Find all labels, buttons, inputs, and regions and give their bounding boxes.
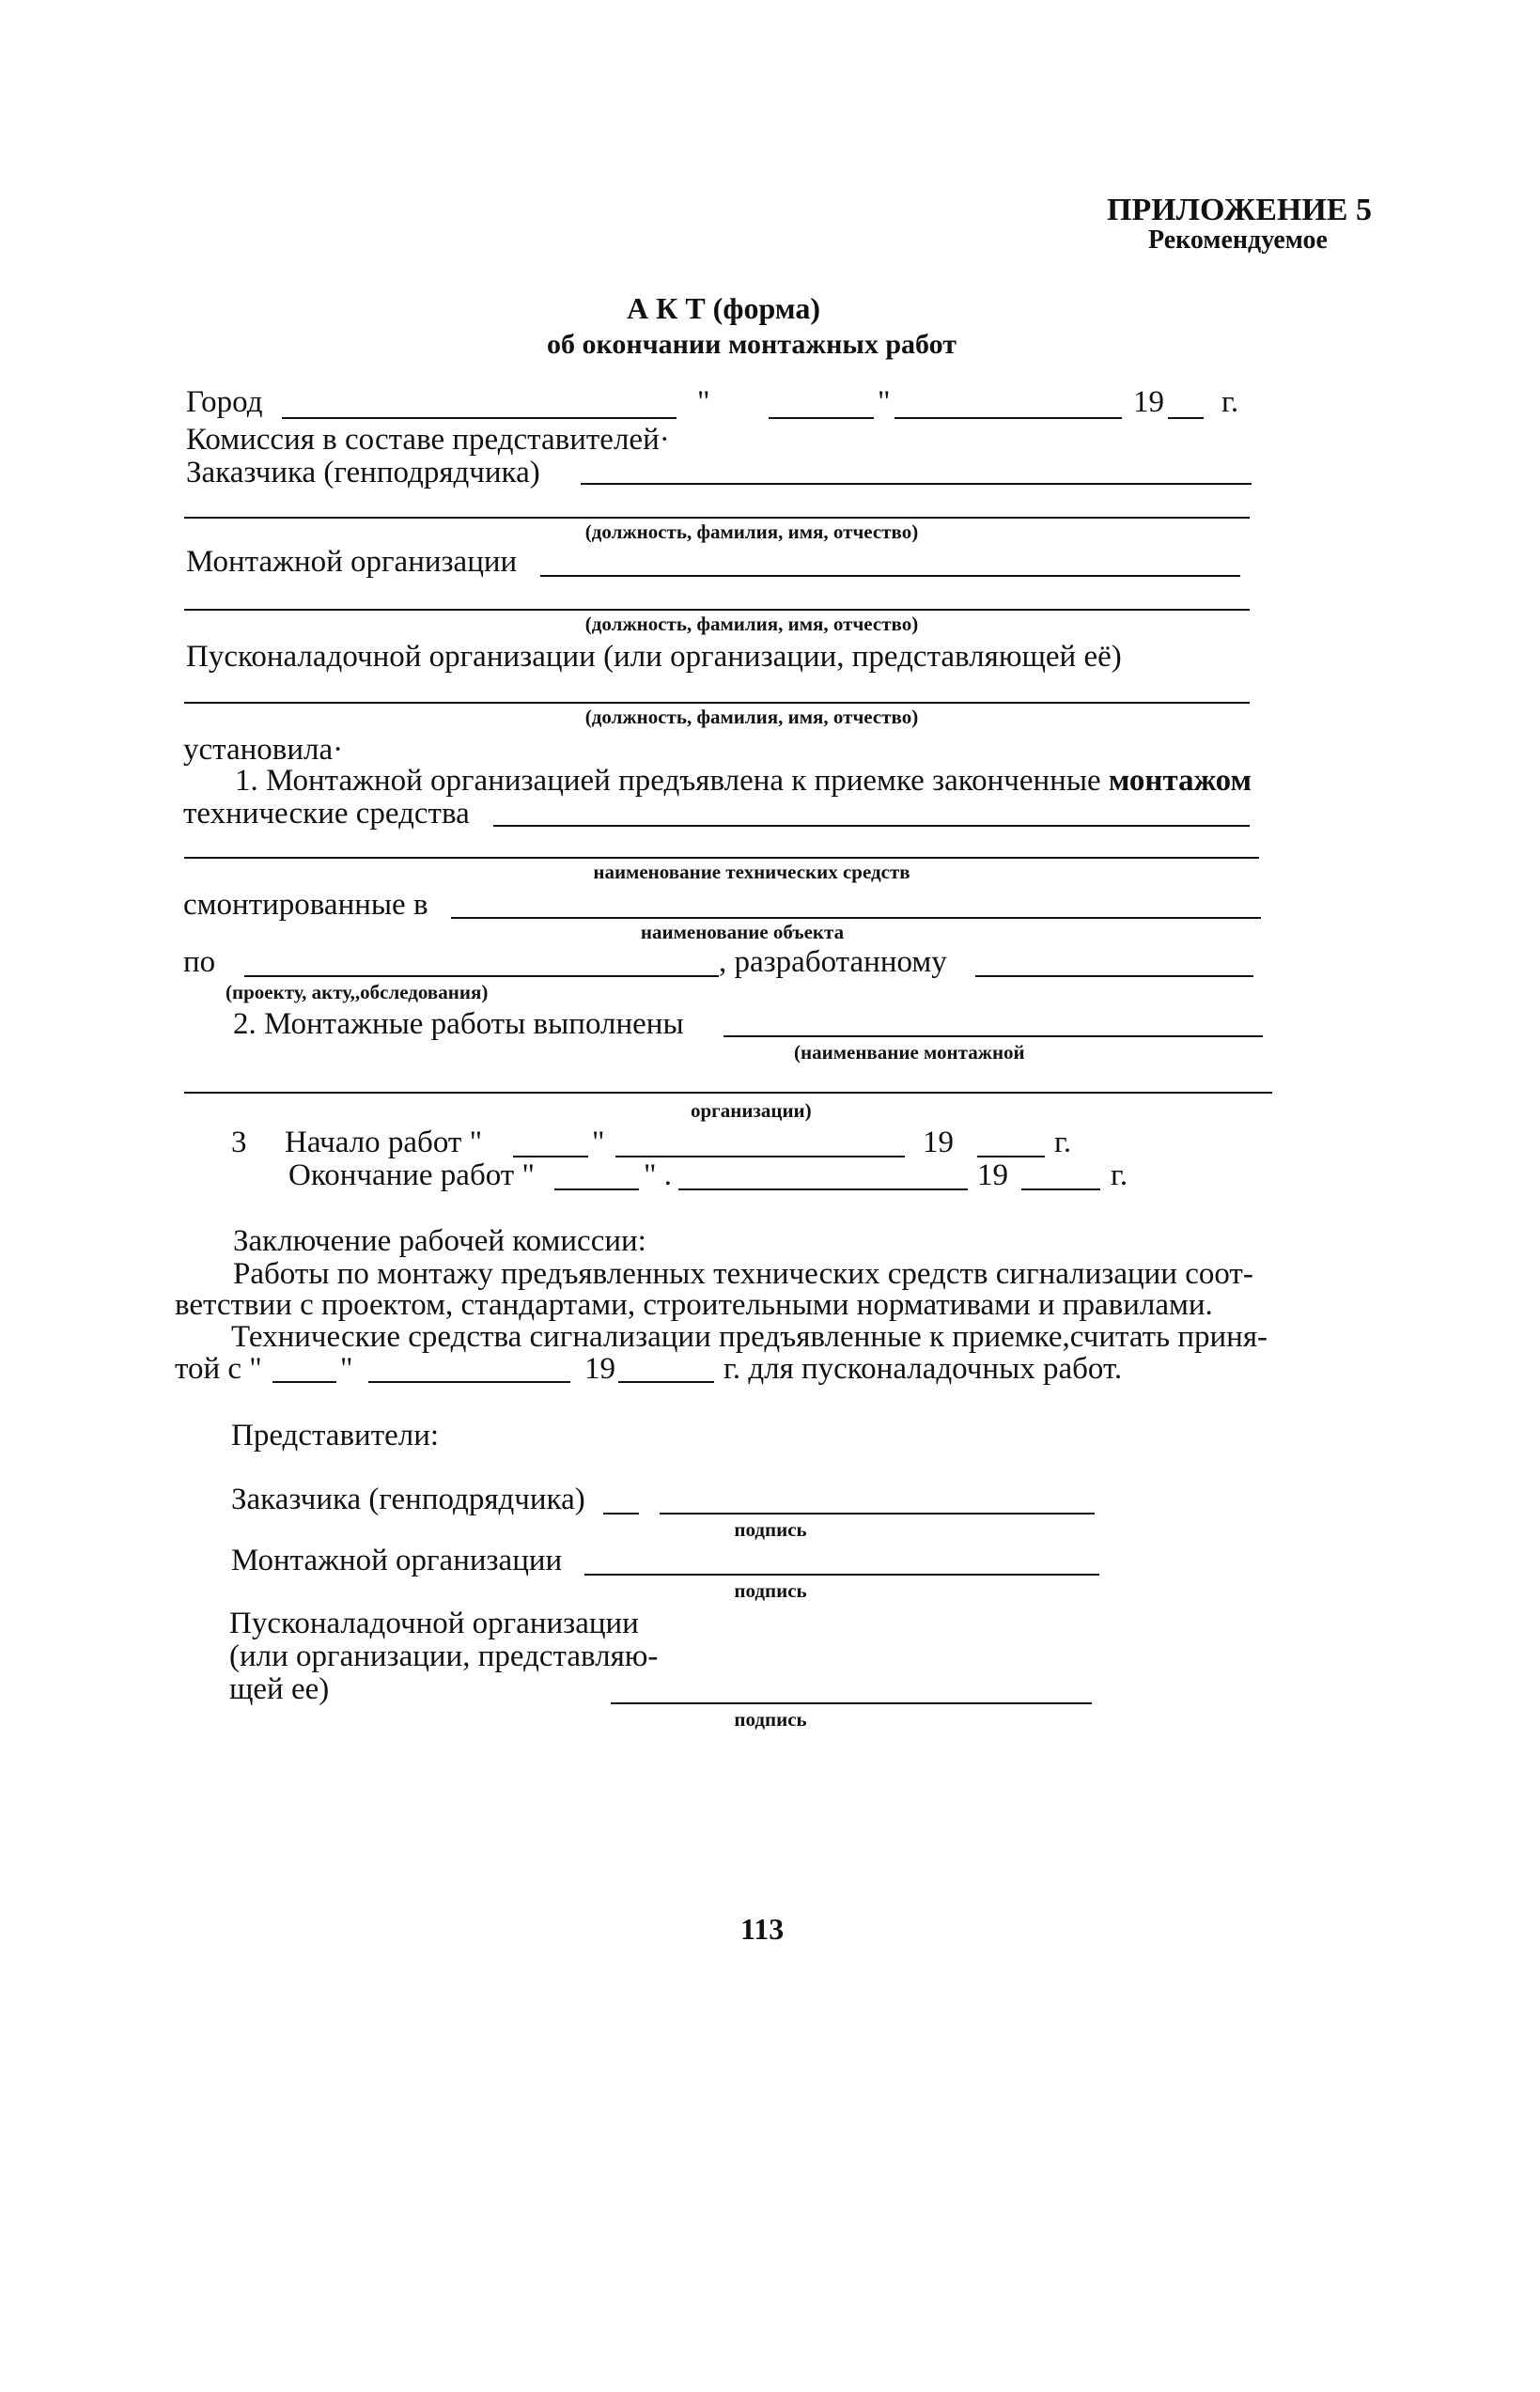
rep-commissioning-label-2: (или организации, представляю- [229, 1639, 659, 1673]
conclusion-p1-line1: Работы по монтажу предъявленных технических средств сигнализации соот- [233, 1257, 1253, 1291]
rep-customer-blank[interactable] [603, 1513, 639, 1514]
technical-means-caption: наименование технических средств [593, 861, 910, 883]
date-quote-close: " [878, 385, 891, 419]
city-label: Город [186, 385, 263, 419]
accept-day-field[interactable] [272, 1381, 336, 1383]
item1-line2: технические средства [183, 797, 470, 831]
end-year-field[interactable] [1021, 1188, 1100, 1190]
conclusion-p2-line1: Технические средства сигнализации предъявленные к приемке,считать приня- [231, 1320, 1268, 1354]
end-quote: " . [644, 1158, 672, 1192]
end-month-field[interactable] [678, 1188, 968, 1190]
rep-commissioning-label-3: щей ее) [229, 1672, 330, 1706]
rep-installer-signature-field[interactable] [584, 1574, 1099, 1576]
installer-position-caption: (должность, фамилия, имя, отчество) [584, 613, 919, 635]
end-label: Окончание работ " [288, 1158, 535, 1192]
conclusion-p2-line2c: 19 [584, 1352, 615, 1386]
page-number: 113 [740, 1912, 785, 1946]
start-day-field[interactable] [513, 1156, 588, 1157]
act-subtitle: об окончании монтажных работ [547, 329, 957, 360]
item1-text: 1. Монтажной организацией предъявлена к приемке законченные [235, 764, 1101, 798]
appendix-subtitle: Рекомендуемое [1148, 225, 1328, 255]
rep-customer-signature-caption: подпись [734, 1518, 807, 1541]
customer-field-line2[interactable] [184, 517, 1250, 519]
commissioning-position-caption: (должность, фамилия, имя, отчество) [584, 706, 919, 728]
developer-field[interactable] [975, 975, 1253, 977]
year-field[interactable] [1168, 417, 1204, 419]
commissioning-label: Пусконаладочной организации (или организации, представляющей её) [186, 640, 1122, 674]
act-title: А К Т (форма) [627, 291, 820, 325]
established-label: установила· [183, 733, 344, 767]
start-month-field[interactable] [615, 1156, 905, 1157]
conclusion-p2-line2b: " [340, 1352, 353, 1386]
commissioning-field[interactable] [184, 702, 1250, 704]
end-day-field[interactable] [554, 1188, 639, 1190]
year-suffix: г. [1221, 385, 1239, 419]
project-field[interactable] [244, 975, 719, 977]
end-year-prefix: 19 [977, 1158, 1008, 1192]
conclusion-heading: Заключение рабочей комиссии: [233, 1224, 646, 1258]
rep-installer-signature-caption: подпись [734, 1579, 807, 1602]
mounted-label: смонтированные в [183, 888, 428, 922]
customer-field[interactable] [581, 483, 1252, 485]
commission-intro: Комиссия в составе представителей· [186, 423, 670, 457]
installer-org-field[interactable] [723, 1035, 1263, 1037]
project-caption: (проекту, акту,,обследования) [226, 981, 489, 1003]
appendix-title: ПРИЛОЖЕНИЕ 5 [1107, 193, 1372, 227]
end-year-suffix: г. [1111, 1158, 1128, 1192]
installer-label: Монтажной организации [186, 545, 518, 579]
conclusion-p2-line2a: той с " [175, 1352, 262, 1386]
day-field[interactable] [769, 417, 874, 419]
installer-field[interactable] [540, 575, 1240, 577]
technical-means-field[interactable] [493, 825, 1250, 827]
start-year-prefix: 19 [923, 1126, 954, 1159]
accept-month-field[interactable] [368, 1381, 570, 1383]
installer-field-line2[interactable] [184, 609, 1250, 611]
customer-position-caption: (должность, фамилия, имя, отчество) [584, 520, 919, 543]
accept-year-field[interactable] [618, 1381, 714, 1383]
conclusion-p1-line2: ветствии с проектом, стандартами, строительными нормативами и правилами. [175, 1288, 1213, 1322]
start-year-field[interactable] [977, 1156, 1045, 1157]
object-caption: наименование объекта [640, 921, 845, 943]
item1-line1 [235, 766, 1252, 797]
installer-org-caption-b: организации) [691, 1099, 812, 1122]
representatives-heading: Представители: [231, 1419, 440, 1452]
city-field[interactable] [282, 417, 677, 419]
start-year-suffix: г. [1054, 1126, 1072, 1159]
item1-bold-word: монтажом [1108, 764, 1252, 798]
rep-customer-label: Заказчика (генподрядчика) [231, 1483, 585, 1516]
item2-label: 2. Монтажные работы выполнены [233, 1007, 684, 1041]
rep-commissioning-signature-field[interactable] [611, 1702, 1092, 1704]
by-label: по [183, 945, 216, 979]
month-field[interactable] [894, 417, 1122, 419]
object-field[interactable] [451, 917, 1261, 919]
item3-number: 3 [231, 1126, 247, 1159]
date-quote-open: " [697, 385, 710, 419]
conclusion-p2-line2d: г. для пусконаладочных работ. [723, 1352, 1123, 1386]
installer-org-caption-a: (наименвание монтажной [794, 1041, 1025, 1064]
year-prefix: 19 [1133, 385, 1164, 419]
rep-installer-label: Монтажной организации [231, 1544, 563, 1577]
rep-customer-signature-field[interactable] [660, 1513, 1095, 1514]
technical-means-field-line2[interactable] [184, 857, 1259, 859]
rep-commissioning-label-1: Пусконаладочной организации [229, 1607, 639, 1640]
rep-commissioning-signature-caption: подпись [734, 1708, 807, 1731]
installer-org-field-line2[interactable] [184, 1092, 1272, 1094]
customer-label: Заказчика (генподрядчика) [186, 456, 540, 489]
start-quote: " [592, 1126, 605, 1159]
developed-label: , разработанному [719, 945, 947, 979]
start-label: Начало работ " [285, 1126, 483, 1159]
